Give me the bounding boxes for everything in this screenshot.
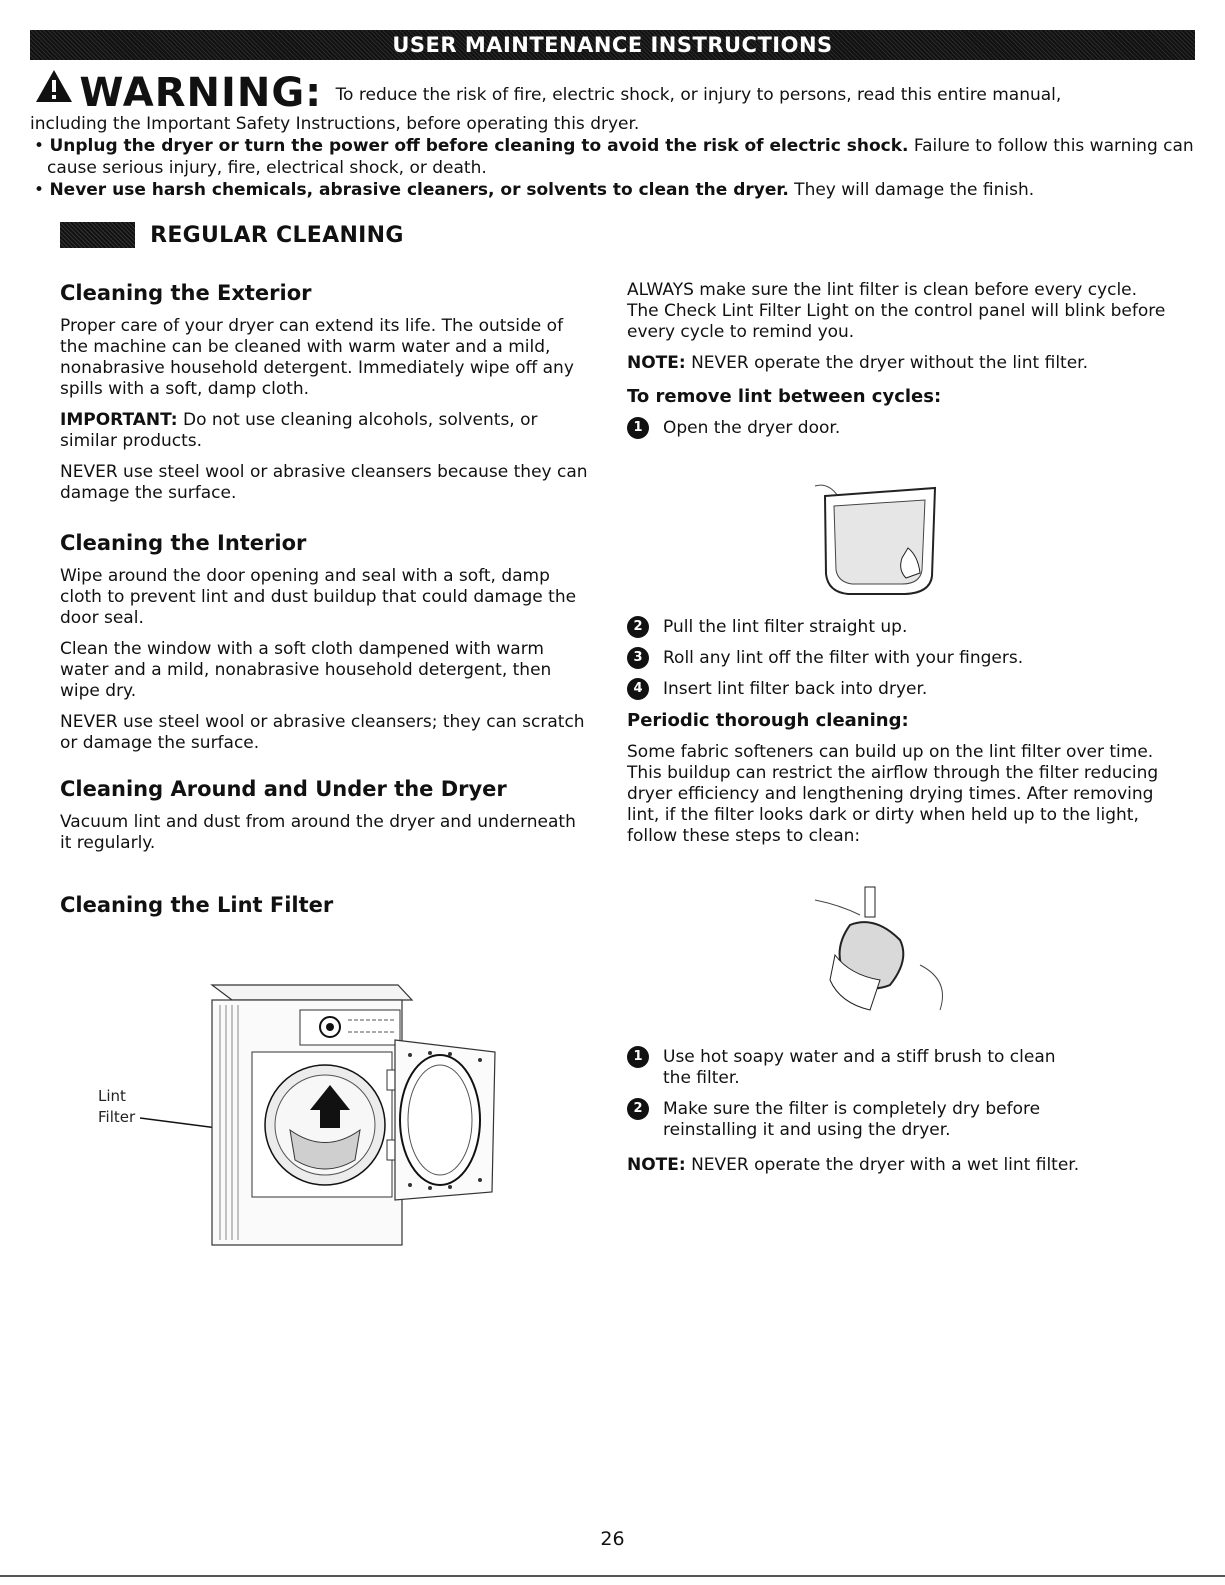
remove-step-3 [627,648,1167,669]
always-paragraph: ALWAYS make sure the lint filter is clean before every cycle. The Check Lint Filter Light on the control panel will blink before every cycle to remind you. [627,280,1166,342]
note-label: NOTE: [627,353,686,373]
section-header [60,222,404,252]
left-column [60,280,590,928]
step-text: Insert lint filter back into dryer. [663,679,928,699]
note-label: NOTE: [627,1155,686,1175]
warning-bullet-2: • Never use harsh chemicals, abrasive cleaners, or solvents to clean the dryer. They will damage the finish. [34,180,1035,200]
page-banner: USER MAINTENANCE INSTRUCTIONS [30,30,1195,60]
warning-heading: WARNING: [79,70,323,116]
bullet-rest: They will damage the finish. [788,180,1035,200]
step-text: Pull the lint filter straight up. [663,617,908,637]
step-number-badge: 1 [627,417,649,439]
step-text: Open the dryer door. [663,418,841,438]
interior-heading: Cleaning the Interior [60,531,307,555]
remove-step-4 [627,679,1167,700]
warning-text: To reduce the risk of fire, electric shock, or injury to persons, read this entire manual, [335,85,1062,105]
exterior-paragraph: Proper care of your dryer can extend its life. The outside of the machine can be cleaned with warm water and a mild, nonabrasive household detergent. Immediately wipe off any spills with a soft, damp cloth. [60,316,574,399]
note-1 [627,353,1167,374]
step-text: Roll any lint off the filter with your fingers. [663,648,1024,668]
exterior-warning-paragraph: NEVER use steel wool or abrasive cleansers because they can damage the surface. [60,462,588,503]
bottom-rule [0,1575,1225,1577]
important-text: Do not use cleaning alcohols, solvents, or similar products. [60,410,538,451]
warning-text-2: including the Important Safety Instructions, before operating this dryer. [30,114,640,134]
interior-paragraph-2: Clean the window with a soft cloth dampened with warm water and a mild, nonabrasive household detergent, then wipe dry. [60,639,552,701]
warning-bullet-1: • Unplug the dryer or turn the power off before cleaning to avoid the risk of electric shock. Failure to follow this warning can cause serious injury, fire, electrical shock, or death. [34,136,1194,178]
around-paragraph: Vacuum lint and dust from around the dryer and underneath it regularly. [60,812,576,853]
bullet-bold: Never use harsh chemicals, abrasive cleaners, or solvents to clean the dryer. [49,180,789,200]
periodic-paragraph: Some fabric softeners can build up on the lint filter over time. This buildup can restrict the airflow through the filter reducing dryer efficiency and lengthening drying times. After removing lint, if the filter looks dark or dirty when held up to the light, follow these steps to clean: [627,742,1159,846]
around-heading: Cleaning Around and Under the Dryer [60,777,507,801]
page-number: 26 [600,1528,625,1550]
step-number-badge: 3 [627,647,649,669]
step-number-badge: 1 [627,1046,649,1068]
remove-step-2 [627,617,1167,638]
periodic-cleaning-heading: Periodic thorough cleaning: [627,710,909,731]
right-column [627,280,1167,449]
warning-triangle-icon [34,68,74,110]
step-text: Make sure the filter is completely dry before reinstalling it and using the dryer. [663,1099,1041,1140]
bullet-rest: Failure to follow this warning can cause serious injury, fire, electrical shock, or death. [47,136,1194,178]
step-number-badge: 2 [627,1098,649,1120]
exterior-heading: Cleaning the Exterior [60,281,312,305]
periodic-steps [627,1047,1167,1186]
step-number-badge: 4 [627,678,649,700]
step-number-badge: 2 [627,616,649,638]
section-marker [60,222,135,248]
important-paragraph [60,410,590,452]
figure-label-lint: Lint [98,1087,126,1105]
interior-paragraph-3: NEVER use steel wool or abrasive cleansers; they can scratch or damage the surface. [60,712,585,753]
interior-paragraph-1: Wipe around the door opening and seal with a soft, damp cloth to prevent lint and dust buildup that could damage the door seal. [60,566,577,628]
warning-block [30,68,1200,201]
periodic-step-1 [627,1047,1167,1089]
bullet-bold: Unplug the dryer or turn the power off before cleaning to avoid the risk of electric shock. [49,136,909,156]
lint-filter-heading: Cleaning the Lint Filter [60,893,334,917]
dryer-open-door-illustration [140,980,510,1255]
lint-filter-removal-illustration [790,478,950,600]
important-label: IMPORTANT: [60,410,178,430]
note-2 [627,1155,1167,1176]
figure-label-filter: Filter [98,1108,136,1126]
remove-lint-heading: To remove lint between cycles: [627,386,942,407]
section-title: REGULAR CLEANING [150,222,404,248]
filter-brushing-illustration [810,885,960,1020]
note-text: NEVER operate the dryer without the lint filter. [685,353,1089,373]
warning-line [30,68,1200,116]
step-text: Use hot soapy water and a stiff brush to clean the filter. [663,1047,1056,1088]
periodic-step-2 [627,1099,1167,1141]
remove-step-1 [627,418,1167,439]
right-column-continued [627,617,1167,857]
note-text: NEVER operate the dryer with a wet lint filter. [685,1155,1080,1175]
